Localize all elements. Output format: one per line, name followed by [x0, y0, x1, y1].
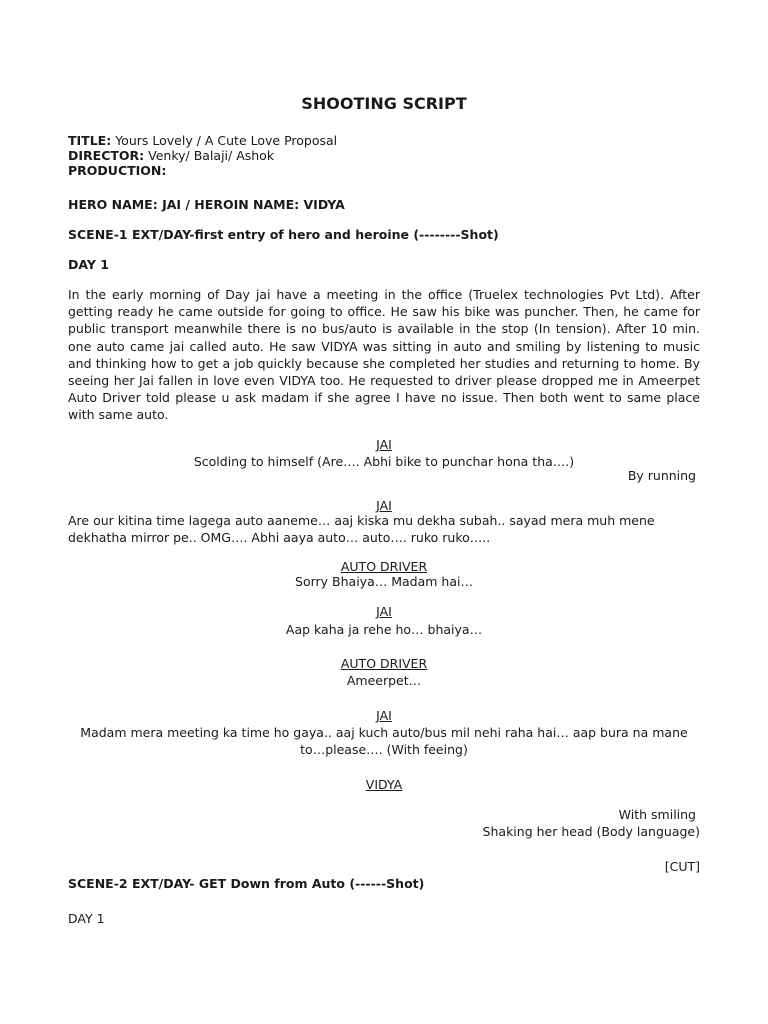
- cut-marker: [CUT]: [664, 859, 700, 874]
- scene2-heading: SCENE-2 EXT/DAY- GET Down from Auto (------Shot): [68, 876, 425, 891]
- dialogue-speaker: AUTO DRIVER: [340, 559, 428, 574]
- stage-direction: Shaking her head (Body language): [482, 824, 700, 839]
- scene1-heading: [68, 226, 700, 243]
- document-title: SHOOTING SCRIPT: [301, 94, 467, 113]
- scene1-day: DAY 1: [68, 257, 109, 272]
- meta-director-value: Venky/ Balaji/ Ashok: [144, 148, 275, 163]
- dialogue-speaker: JAI: [376, 498, 392, 513]
- dialogue-line: Sorry Bhaiya… Madam hai…: [295, 574, 473, 589]
- scene1-heading-rest: first entry of hero and heroine (--------Shot): [194, 227, 499, 242]
- stage-direction: By running: [627, 468, 696, 483]
- dialogue-line: Madam mera meeting ka time ho gaya.. aaj kuch auto/bus mil nehi raha hai… aap bura na mane: [80, 725, 688, 740]
- dialogue-line: Scolding to himself (Are…. Abhi bike to punchar hona tha….): [193, 454, 575, 469]
- meta-block: [68, 133, 700, 178]
- meta-title-label: TITLE:: [68, 133, 112, 148]
- scene1-paragraph: In the early morning of Day jai have a meeting in the office (Truelex technologies Pvt Ltd). After getting ready he came outside for going to office. He saw his bike was puncher. Then, he came for public transport meanwhile there is no bus/auto is available in the stop (In tension). After 10 min. one auto came jai called auto. He saw VIDYA was sitting in auto and smiling by listening to music and thinking how to get a job quickly because she completed her studies and returning to home. By seeing her Jai fallen in love even VIDYA too. He requested to driver please dropped me in Ameerpet Auto Driver told please u ask madam if she agree I have no issue. Then both went to same place with same auto.: [68, 287, 700, 423]
- dialogue-line: to…please…. (With feeing): [300, 742, 468, 757]
- stage-direction: With smiling: [618, 807, 696, 822]
- dialogue-speaker: JAI: [376, 437, 392, 452]
- scene1-heading-prefix: SCENE-1 EXT/DAY-: [68, 227, 195, 242]
- dialogue-speaker: JAI: [376, 708, 392, 723]
- hero-heroine-line: HERO NAME: JAI / HEROIN NAME: VIDYA: [68, 197, 345, 212]
- meta-director-row: [68, 148, 700, 163]
- dialogue-speaker: AUTO DRIVER: [340, 656, 428, 671]
- meta-title-row: [68, 133, 700, 148]
- meta-production-label: PRODUCTION:: [68, 163, 167, 178]
- dialogue-line: Aap kaha ja rehe ho… bhaiya…: [285, 622, 483, 637]
- meta-title-value: Yours Lovely / A Cute Love Proposal: [111, 133, 338, 148]
- scene2-day: DAY 1: [68, 911, 105, 926]
- dialogue-line: Ameerpet…: [346, 673, 422, 688]
- dialogue-speaker: VIDYA: [365, 777, 403, 792]
- meta-production-row: [68, 163, 700, 178]
- dialogue-speaker: JAI: [376, 604, 392, 619]
- script-page: [68, 0, 700, 1024]
- meta-director-label: DIRECTOR:: [68, 148, 145, 163]
- dialogue-line: Are our kitina time lagega auto aaneme… aaj kiska mu dekha subah.. sayad mera muh mene dekhatha mirror pe.. OMG…. Abhi aaya auto… auto…. ruko ruko…..: [68, 513, 655, 545]
